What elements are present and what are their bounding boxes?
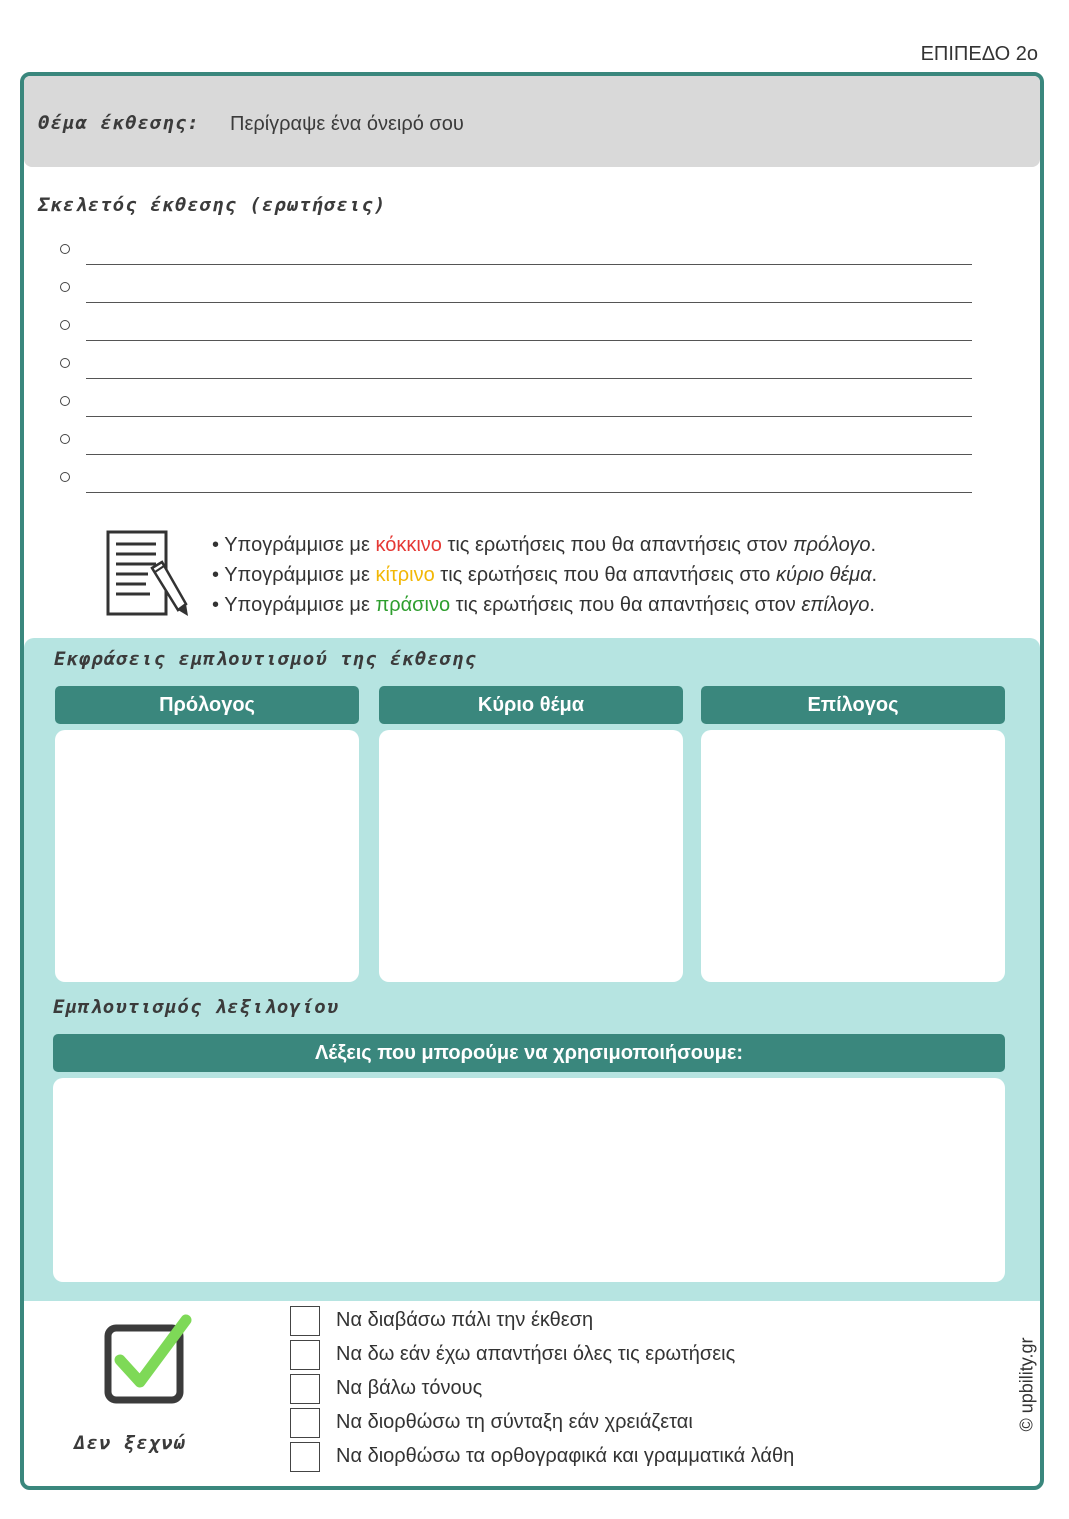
checkmark-box-icon xyxy=(102,1314,194,1406)
color-word-yellow: κίτρινο xyxy=(375,564,435,586)
bullet-circle-icon xyxy=(60,358,70,368)
topic-label: Θέμα έκθεσης: xyxy=(38,112,200,134)
checkbox[interactable] xyxy=(290,1306,320,1336)
answer-underline xyxy=(86,492,972,493)
question-line[interactable] xyxy=(60,320,972,358)
credit-text: © upbility.gr xyxy=(1016,1337,1037,1432)
instruction-list xyxy=(212,530,877,620)
skeleton-title: Σκελετός έκθεσης (ερωτήσεις) xyxy=(38,194,387,216)
topic-value: Περίγραψε ένα όνειρό σου xyxy=(230,113,464,135)
dont-forget-caption: Δεν ξεχνώ xyxy=(74,1432,186,1454)
vocabulary-header: Λέξεις που μπορούμε να χρησιμοποιήσουμε: xyxy=(53,1034,1005,1072)
checklist-label: Να βάλω τόνους xyxy=(336,1377,483,1399)
bullet-circle-icon xyxy=(60,320,70,330)
answer-underline xyxy=(86,302,972,303)
column-header-main: Κύριο θέμα xyxy=(379,686,683,724)
instruction-green: • Υπογράμμισε με πράσινο τις ερωτήσεις που θα απαντήσεις στον επίλογο. xyxy=(212,594,875,616)
bullet-circle-icon xyxy=(60,282,70,292)
checklist-label: Να διορθώσω τα ορθογραφικά και γραμματικά λάθη xyxy=(336,1445,795,1467)
answer-underline xyxy=(86,264,972,265)
bullet-circle-icon xyxy=(60,244,70,254)
topic-bar xyxy=(24,76,1040,167)
checkbox[interactable] xyxy=(290,1408,320,1438)
question-line[interactable] xyxy=(60,244,972,282)
answer-underline xyxy=(86,378,972,379)
main-writing-box[interactable] xyxy=(379,730,683,982)
instructions xyxy=(104,528,1004,628)
checklist-label: Να δω εάν έχω απαντήσει όλες τις ερωτήσεις xyxy=(336,1343,736,1365)
instruction-yellow: • Υπογράμμισε με κίτρινο τις ερωτήσεις που θα απαντήσεις στο κύριο θέμα. xyxy=(212,564,878,586)
answer-underline xyxy=(86,454,972,455)
worksheet-frame xyxy=(20,72,1044,1490)
expressions-title: Εκφράσεις εμπλουτισμού της έκθεσης xyxy=(54,648,477,670)
question-line[interactable] xyxy=(60,434,972,472)
bullet-circle-icon xyxy=(60,396,70,406)
checklist-label: Να διορθώσω τη σύνταξη εάν χρειάζεται xyxy=(336,1411,693,1433)
checklist-label: Να διαβάσω πάλι την έκθεση xyxy=(336,1309,594,1331)
question-line[interactable] xyxy=(60,282,972,320)
question-line[interactable] xyxy=(60,396,972,434)
bullet-circle-icon xyxy=(60,472,70,482)
checkbox[interactable] xyxy=(290,1374,320,1404)
level-label: ΕΠΙΠΕΔΟ 2ο xyxy=(920,43,1038,65)
checkbox[interactable] xyxy=(290,1442,320,1472)
vocabulary-writing-box[interactable] xyxy=(53,1078,1005,1282)
instruction-red: • Υπογράμμισε με κόκκινο τις ερωτήσεις που θα απαντήσεις στον πρόλογο. xyxy=(212,534,877,556)
question-line[interactable] xyxy=(60,472,972,510)
epilogue-writing-box[interactable] xyxy=(701,730,1005,982)
answer-underline xyxy=(86,340,972,341)
vocabulary-title: Εμπλουτισμός λεξιλογίου xyxy=(53,996,340,1018)
color-word-red: κόκκινο xyxy=(375,534,442,556)
column-header-epilogue: Επίλογος xyxy=(701,686,1005,724)
document-pencil-icon xyxy=(104,528,194,620)
answer-underline xyxy=(86,416,972,417)
prologue-writing-box[interactable] xyxy=(55,730,359,982)
bullet-circle-icon xyxy=(60,434,70,444)
color-word-green: πράσινο xyxy=(375,594,451,616)
checkbox[interactable] xyxy=(290,1340,320,1370)
enrichment-panel xyxy=(24,638,1040,1301)
column-header-prologue: Πρόλογος xyxy=(55,686,359,724)
question-line[interactable] xyxy=(60,358,972,396)
